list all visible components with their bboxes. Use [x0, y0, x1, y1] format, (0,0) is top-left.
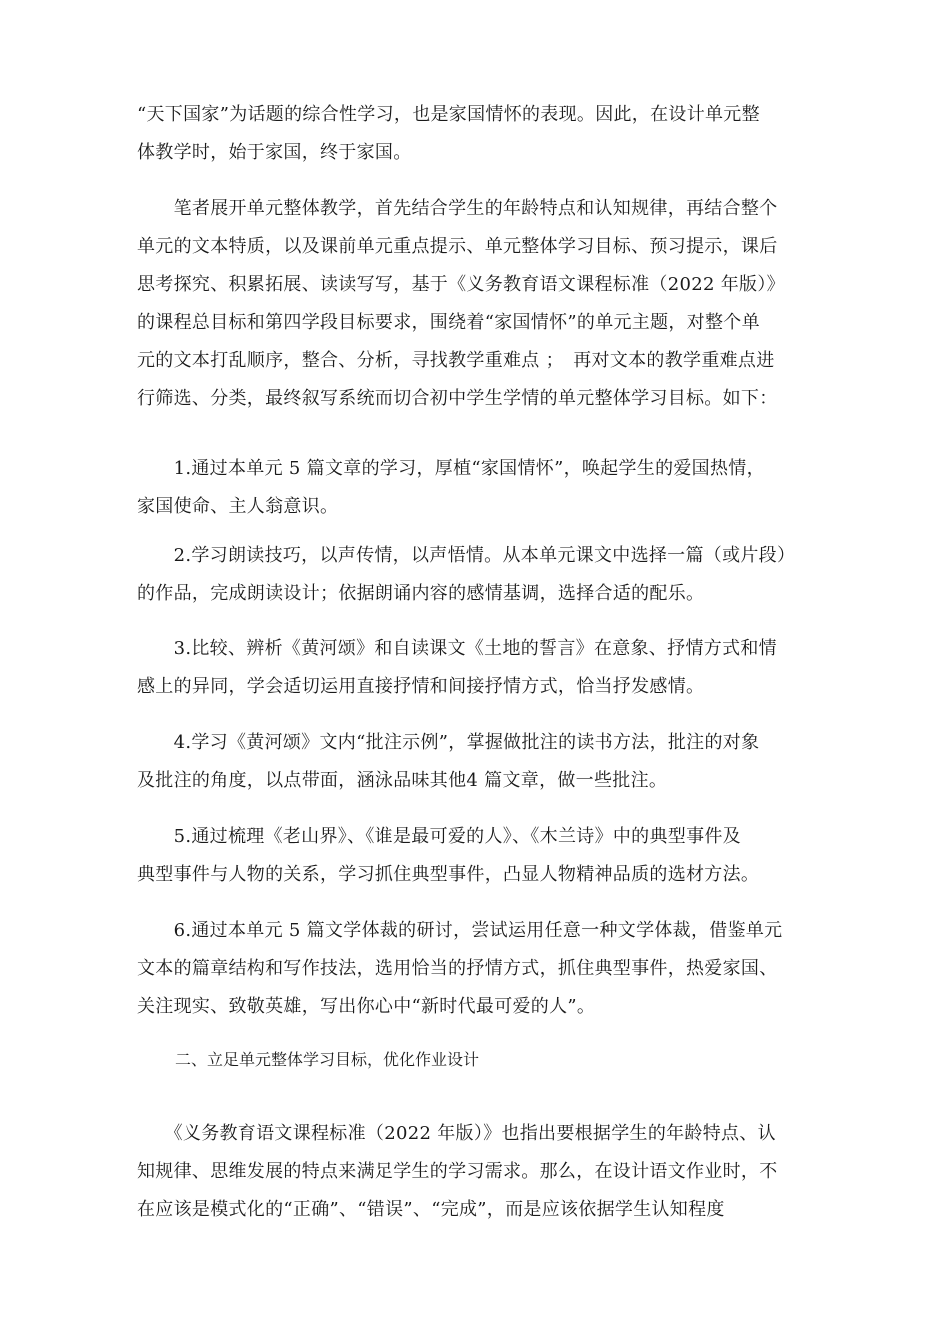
- objective-4: [137, 724, 813, 800]
- text-line: 《义务教育语文课程标准（2022 年版）》也指出要根据学生的年龄特点、认: [137, 1123, 776, 1144]
- objective-2: [137, 537, 813, 613]
- text-line: 5.通过梳理《老山界》、《谁是最可爱的人》、《木兰诗》中的典型事件及: [137, 826, 741, 847]
- text-line: 单元的文本特质，以及课前单元重点提示、单元整体学习目标、预习提示，课后: [137, 236, 778, 257]
- objective-6: [137, 912, 813, 1026]
- text-line: 的作品，完成朗读设计；依据朗诵内容的感情基调，选择合适的配乐。: [137, 583, 705, 604]
- text-line: 的课程总目标和第四学段目标要求，围绕着“家国情怀”的单元主题，对整个单: [137, 312, 760, 333]
- text-line: 及批注的角度，以点带面，涵泳品味其他4 篇文章，做一些批注。: [137, 770, 668, 791]
- text-line: 思考探究、积累拓展、读读写写，基于《义务教育语文课程标准（2022 年版）》: [137, 274, 785, 295]
- text-line: “天下国家”为话题的综合性学习，也是家国情怀的表现。因此，在设计单元整: [137, 104, 760, 125]
- text-line: 4.学习《黄河颂》文内“批注示例”，掌握做批注的读书方法，批注的对象: [137, 732, 760, 753]
- text-line: 家国使命、主人翁意识。: [137, 496, 339, 517]
- text-line: 文本的篇章结构和写作技法，选用恰当的抒情方式，抓住典型事件，热爱家国、: [137, 958, 778, 979]
- paragraph-intro: [137, 96, 813, 172]
- text-line: 6.通过本单元 5 篇文学体裁的研讨，尝试运用任意一种文学体裁，借鉴单元: [137, 920, 783, 941]
- text-line: 元的文本打乱顺序，整合、分析，寻找教学重难点 ； 再对文本的教学重难点进: [137, 350, 775, 371]
- text-line: 知规律、思维发展的特点来满足学生的学习需求。那么，在设计语文作业时，不: [137, 1161, 778, 1182]
- text-line: 关注现实、致敬英雄，写出你心中“新时代最可爱的人”。: [137, 996, 596, 1017]
- text-line: 体教学时，始于家国，终于家国。: [137, 142, 412, 163]
- text-line: 在应该是模式化的“正确”、“错误”、“完成”，而是应该依据学生认知程度: [137, 1199, 725, 1220]
- text-line: 感上的异同，学会适切运用直接抒情和间接抒情方式，恰当抒发感情。: [137, 676, 705, 697]
- text-line: 笔者展开单元整体教学，首先结合学生的年龄特点和认知规律，再结合整个: [137, 198, 778, 219]
- objective-1: [137, 450, 813, 526]
- text-line: 典型事件与人物的关系，学习抓住典型事件，凸显人物精神品质的选材方法。: [137, 864, 760, 885]
- objective-5: [137, 818, 813, 894]
- paragraph-method: [137, 190, 813, 418]
- text-line: 3.比较、辨析《黄河颂》和自读课文《土地的誓言》在意象、抒情方式和情: [137, 638, 777, 659]
- text-line: 行筛选、分类，最终叙写系统而切合初中学生学情的单元整体学习目标。如下：: [137, 388, 778, 409]
- section-heading: 二、立足单元整体学习目标，优化作业设计: [175, 1050, 480, 1069]
- objective-3: [137, 630, 813, 706]
- paragraph-standard: [137, 1115, 813, 1229]
- text-line: 2.学习朗读技巧，以声传情，以声悟情。从本单元课文中选择一篇（或片段）: [137, 545, 796, 566]
- text-line: 1.通过本单元 5 篇文章的学习，厚植“家国情怀”，唤起学生的爱国热情，: [137, 458, 765, 479]
